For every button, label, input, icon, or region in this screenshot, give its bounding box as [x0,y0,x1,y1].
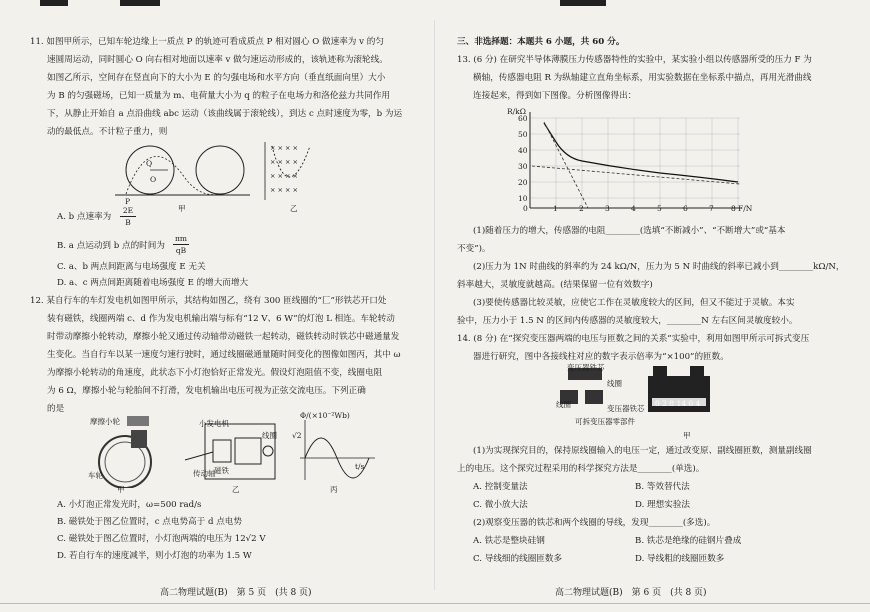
q13-part-1b: 不变”)。 [457,244,491,254]
q14-part-1b: 上的电压。这个探究过程采用的科学探究方法是________(单选)。 [457,464,705,474]
frac-den-a: B [125,218,131,227]
q11-line-4: 为 B 的匀强磁场，已知一质量为 m、电荷量大小为 q 的粒子在电场力和洛伦兹力共同作用 [47,91,391,101]
q12-option-a: A. 小灯泡正常发光时，ω=500 rad/s [57,500,202,510]
q13-part-2a: (2)压力为 1N 时曲线的斜率约为 24 kΩ/N，压力为 5 N 时曲线的斜率已减小到________kΩ/N， [473,262,845,272]
label-coil: 线圈 [262,431,277,440]
label-O: O [150,175,157,184]
xtick-6: 6 [683,204,688,213]
fig-label-jia: 甲 [178,204,186,213]
label-frame: 可拆变压器零部件 [575,417,635,426]
q14-opt2-a: A. 铁芯是整块硅钢 [473,536,545,546]
left-footer: 高二物理试题(B) 第 5 页 (共 8 页) [160,588,312,598]
q12-line-5: 为摩擦小轮转动的角速度，此状态下小灯泡恰好正常发光。假设灯泡阻值不变，线圈电阻 [47,368,383,378]
frac-num-b: πm [174,234,188,243]
q11-line-6: 动的最低点。不计粒子重力，则 [47,127,168,137]
graph-origin: 0 [523,204,528,213]
q13-part-3a: (3)要使传感器比较灵敏，应使它工作在灵敏度较大的区间，但又不能过于灵敏。本实 [473,298,795,308]
q14-opt1-d: D. 理想实验法 [635,500,691,510]
xtick-7: 7 [709,204,714,213]
q12-figure [85,410,385,488]
label-magnet: 磁铁 [214,466,229,475]
q11-line-3: 如图乙所示，空间存在竖直向下的大小为 E 的匀强电场和水平方向（垂直纸面向里）大小 [47,73,386,83]
q11-option-c: C. a、b 两点间距离与电场强度 E 无关 [57,262,206,272]
q11-line-5: 下，从静止开始自 a 点沿曲线 abc 运动（该曲线属于滚轮线），到达 c 点时速度为零，b 为运 [47,109,403,119]
q13-part-2b: 斜率越大，灵敏度就越高。(结果保留一位有效数字) [457,280,653,290]
svg-text:× × × ×: × × × × [270,186,298,194]
q12-line-7: 的是 [47,404,65,414]
svg-text:× × × ×: × × × × [270,144,298,152]
q11-figure [110,138,330,210]
q11-option-a: A. b 点速率为 [57,212,112,222]
q14-opt2-b: B. 铁芯是绝缘的硅钢片叠成 [635,536,742,546]
frac-num-a: 2E [120,205,136,217]
q11-option-d: D. a、c 两点间距离随着电场强度 E 的增大而增大 [57,278,249,288]
q13-line-2: 横轴，传感器电阻 R 为纵轴建立直角坐标系，用实验数据在坐标系中描点，再用光滑曲线 [473,73,812,83]
ytick-40: 40 [518,146,528,155]
q14-opt1-a: A. 控制变量法 [473,482,528,492]
fig-12-bing: 丙 [330,485,338,494]
q13-line-1: 13. (6 分) 在研究半导体薄膜压力传感器特性的实验中，某实验小组以传感器所受的压力 F 为 [457,55,812,65]
q14-part-1a: (1)为实现探究目的，保持原线圈输入的电压一定，通过改变原、副线圈匝数，测量副线圈 [473,446,812,456]
fig-12-jia: 甲 [117,485,125,494]
q14-line-1: 14. (8 分) 在“探究变压器两端的电压与匝数之间的关系”实验中，利用如图甲所示可拆式变压 [457,334,810,344]
right-page [435,0,870,612]
label-caption: 甲 [683,431,691,440]
xtick-5: 5 [657,204,662,213]
q12-line-6: 为 6 Ω，摩擦小轮与轮胎间不打滑，发电机输出电压可视为正弦交流电压。下列正确 [47,386,366,396]
graph-xlabel: F/N [738,204,753,213]
q12-option-d: D. 若自行车的速度减半，则小灯泡的功率为 1.5 W [57,551,252,561]
q11-option-b: B. a 点运动到 b 点的时间为 [57,241,165,251]
svg-text:× × × ×: × × × × [270,172,298,180]
fig-12-yi: 乙 [232,485,240,494]
label-gen: 小发电机 [199,419,229,428]
q11-line-2: 速圆周运动，同时圆心 O 向右相对地面以速率 v 做匀速运动形成的，该轨迹称为滚轮线。 [47,55,388,65]
label-Q: Q [146,159,153,168]
ytick-60: 60 [518,114,528,123]
xtick-1: 1 [553,204,558,213]
q13-part-3b: 验中，压力小于 1.5 N 的区间内传感器的灵敏度较大，________N 左右区间灵敏度较小。 [457,316,798,326]
label-nums: 0 2 8 14 0 4 [655,399,701,408]
ytick-10: 10 [518,194,528,203]
xtick-8: 8 [731,204,736,213]
xtick-3: 3 [605,204,610,213]
ytick-20: 20 [518,178,528,187]
label-time: t/s [355,462,365,471]
q14-opt1-c: C. 微小放大法 [473,500,528,510]
q12-line-3: 时带动摩擦小轮转动，摩擦小轮又通过传动轴带动磁铁一起转动，磁铁转动时铁芯中磁通量发 [47,332,400,342]
r-f-graph [510,110,753,220]
label-core: 变压器铁芯 [567,363,605,372]
fig-label-yi: 乙 [290,204,298,213]
q14-part-2: (2)观察变压器的铁芯和两个线圈的导线，发现________(多选)。 [473,518,716,528]
right-footer: 高二物理试题(B) 第 6 页 (共 8 页) [555,588,707,598]
xtick-2: 2 [579,204,584,213]
q14-opt1-b: B. 等效替代法 [635,482,690,492]
q14-opt2-d: D. 导线粗的线圈匝数多 [635,554,725,564]
label-axle: 传动轴 [193,469,216,478]
section-title: 三、非选择题：本题共 6 小题，共 60 分。 [457,37,625,47]
graph-ylabel: R/kΩ [507,107,526,116]
label-roller: 摩擦小轮 [90,417,120,426]
ytick-50: 50 [518,130,528,139]
label-phi: Φ/(×10⁻²Wb) [300,411,350,420]
q12-line-2: 装有磁铁，线圈两端 c、d 作为发电机输出端与标有“12 V、6 W”的灯泡 L 相连。车轮转动 [47,314,395,324]
q11-line-1: 11. 如图甲所示，已知车轮边缘上一质点 P 的轨迹可看成质点 P 相对圆心 O 做速率为 v 的匀 [30,37,384,47]
q14-line-2: 器进行研究，图中各接线柱对应的数字表示倍率为“×100”的匝数。 [473,352,729,362]
label-part-core: 变压器铁芯 [607,404,645,413]
label-tire: 车轮 [88,471,103,480]
bottom-rule [0,603,870,604]
ytick-30: 30 [518,162,528,171]
q14-opt2-c: C. 导线细的线圈匝数多 [473,554,563,564]
label-P: P [125,197,131,206]
q12-option-c: C. 磁铁处于图乙位置时，小灯泡两端的电压为 12√2 V [57,534,266,544]
frac-den-b: qB [175,246,187,255]
xtick-4: 4 [631,204,636,213]
q13-part-1a: (1)随着压力的增大，传感器的电阻________(选填“不断减小”、“不断增大”或“基本 [473,226,786,236]
q12-line-4: 生变化。当自行车以某一速度匀速行驶时，通过线圈磁通量随时间变化的图像如图丙，其中 ω [47,350,401,360]
label-part-coil: 线圈 [556,400,571,409]
q13-line-3: 连接起来，得到如下图像。分析图像得出： [473,91,637,101]
q12-option-b: B. 磁铁处于图乙位置时，c 点电势高于 d 点电势 [57,517,242,527]
svg-text:× × × ×: × × × × [270,158,298,166]
label-coil-top: 线圈 [607,379,622,388]
label-peak: √2 [292,431,302,440]
q12-line-1: 12. 某自行车的车灯发电机如图甲所示，其结构如图乙，绕有 300 匝线圈的“匚”形铁芯开口处 [30,296,387,306]
